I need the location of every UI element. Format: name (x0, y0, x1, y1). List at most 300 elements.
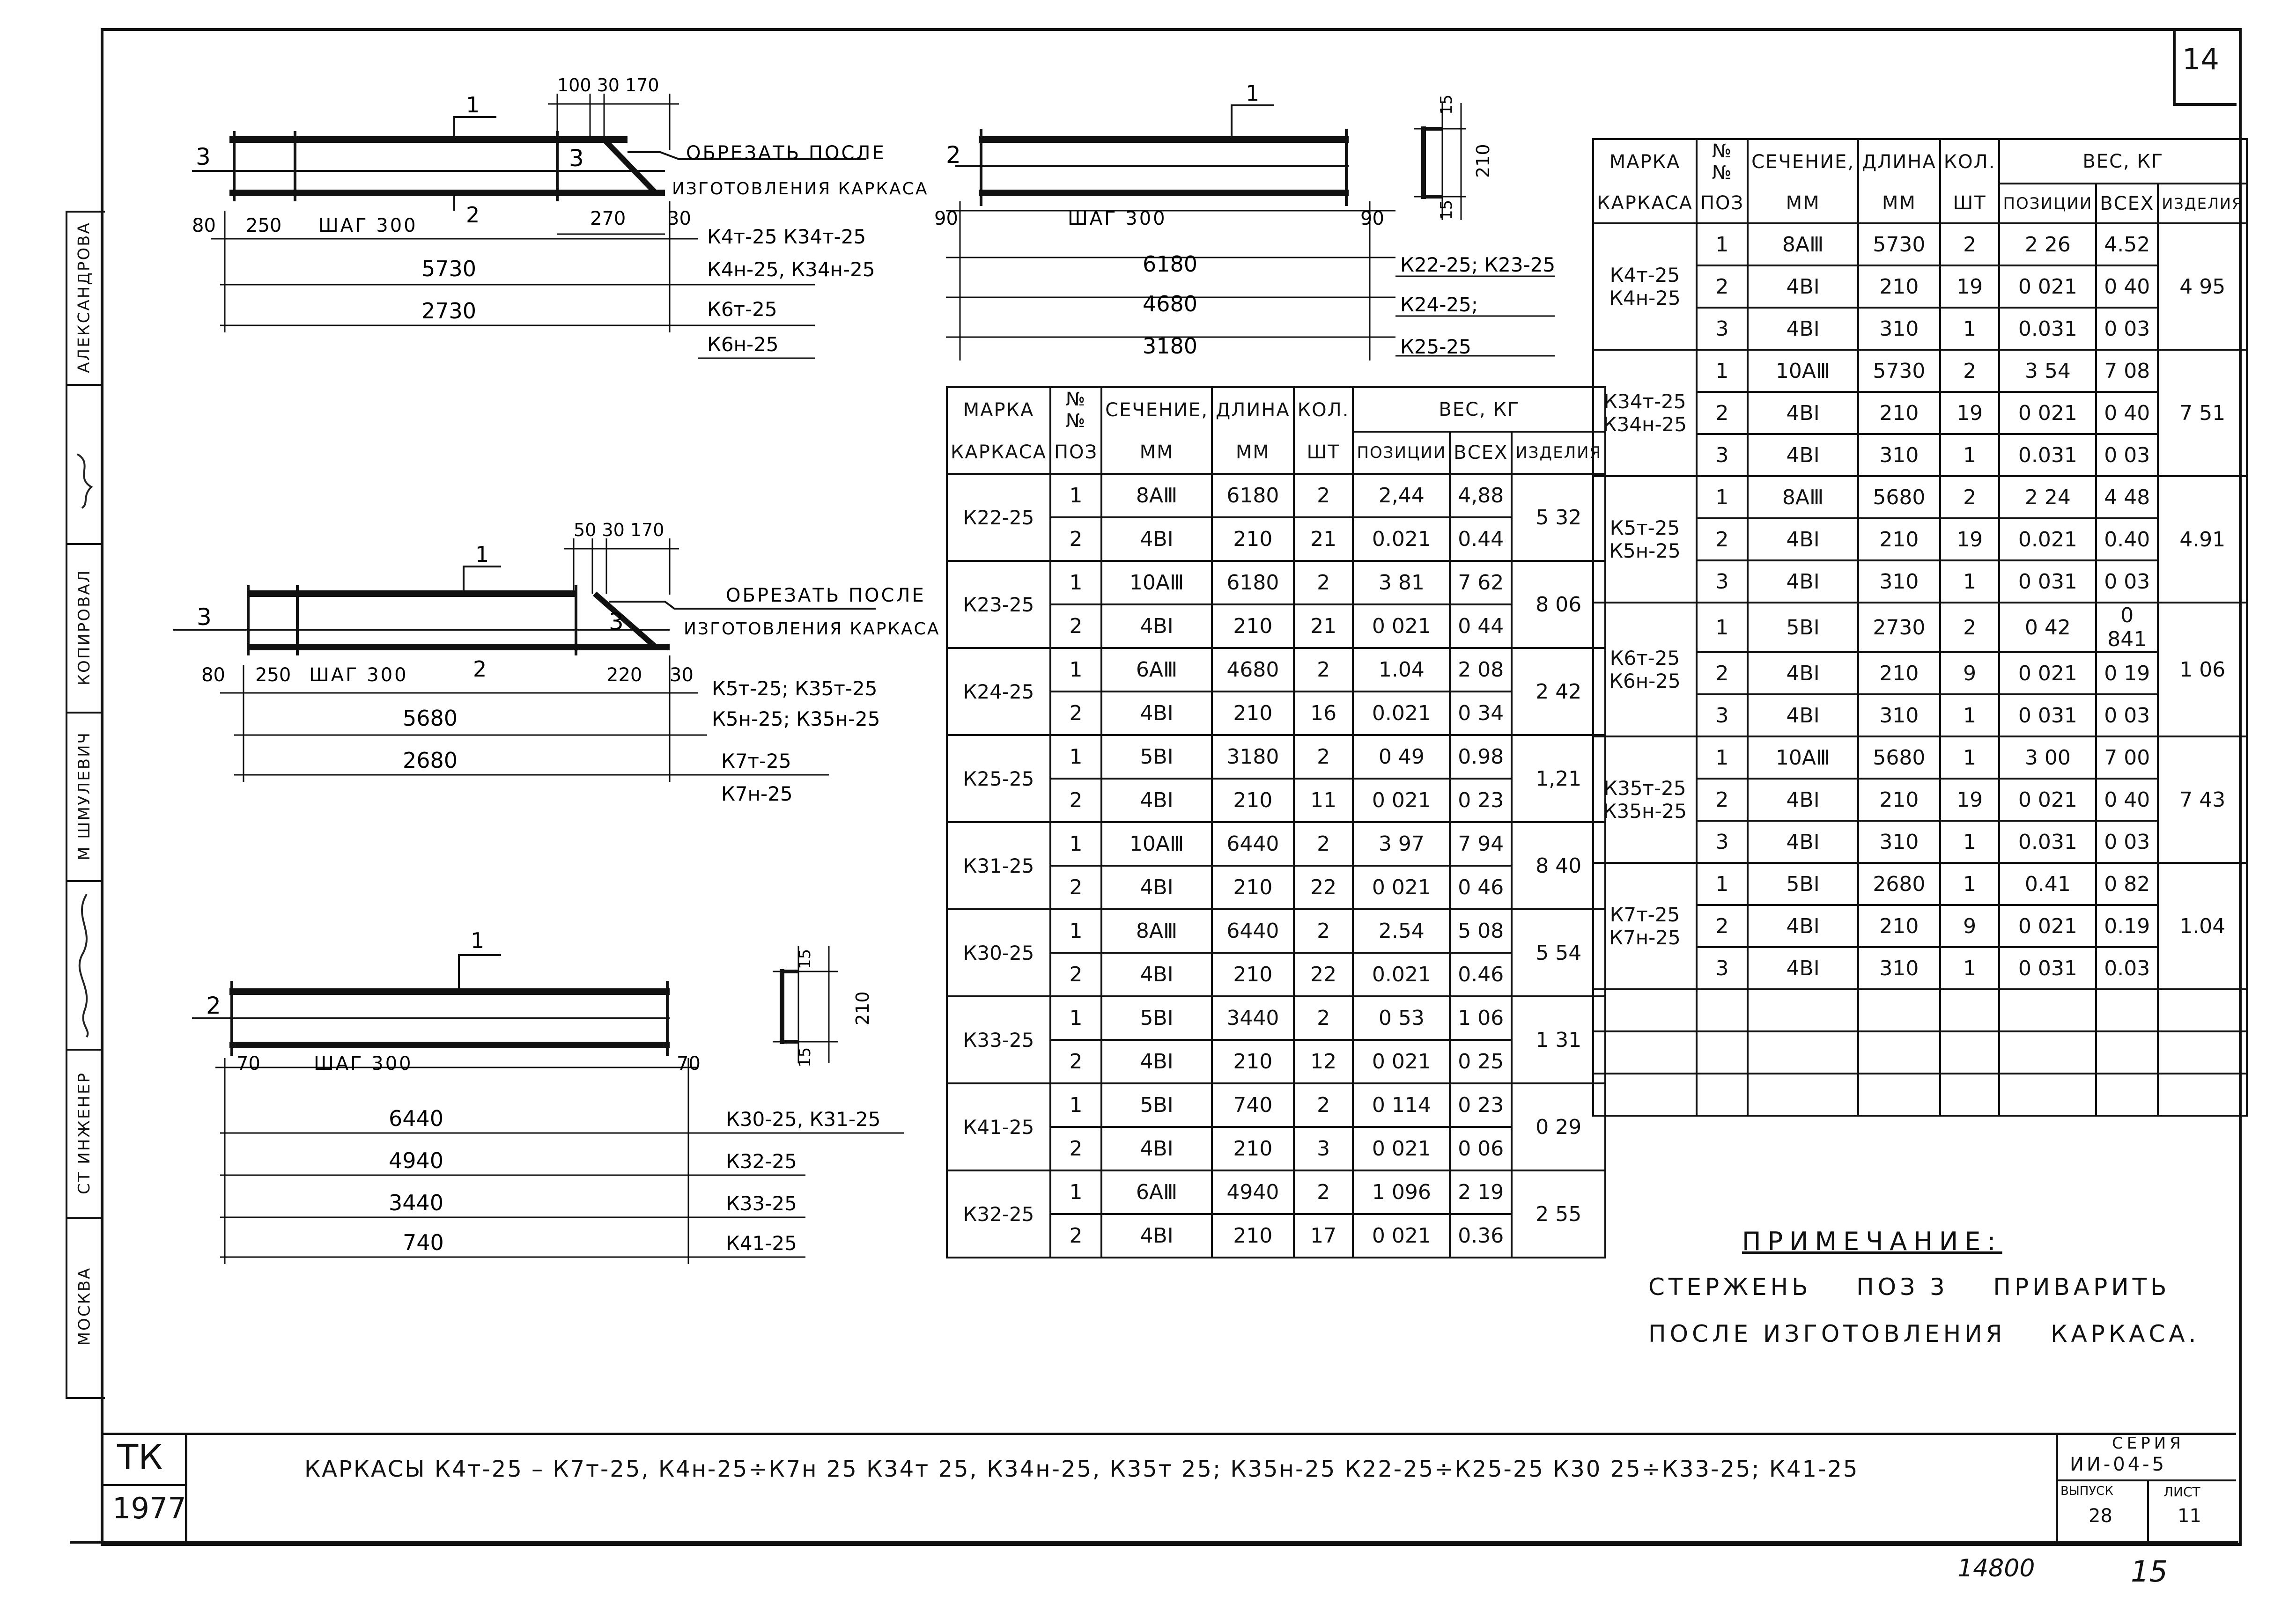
table-cell: 210 (1212, 517, 1294, 561)
table-cell: 0 021 (1999, 905, 2096, 947)
table-cell: 0 49 (1353, 735, 1450, 779)
table-cell: 7 62 (1450, 561, 1512, 604)
svg-text:30: 30 (670, 664, 694, 686)
table-cell: 2 (1050, 604, 1101, 648)
svg-text:К24-25;: К24-25; (1400, 293, 1478, 316)
marka-cell: К6т-25 К6н-25 (1593, 603, 1697, 736)
table-cell: 310 (1858, 434, 1940, 476)
table-cell: 1 06 (1450, 996, 1512, 1040)
svg-text:К5т-25; К35т-25: К5т-25; К35т-25 (712, 677, 878, 700)
table-cell: 1 (1940, 736, 2000, 779)
table-cell: 210 (1858, 392, 1940, 434)
table-cell: 0 021 (1353, 1214, 1450, 1258)
marka-cell: К23-25 (947, 561, 1050, 648)
table-row-empty (1593, 1031, 2247, 1074)
svg-text:210: 210 (1473, 144, 1493, 178)
table-cell: 16 (1294, 692, 1353, 735)
svg-text:2: 2 (473, 656, 487, 682)
table-cell: 19 (1940, 392, 2000, 434)
table-cell: 4ВI (1748, 779, 1858, 821)
table-row (947, 561, 1605, 604)
table-cell: 3 (1697, 560, 1748, 603)
table-row (947, 648, 1605, 692)
svg-text:К7н-25: К7н-25 (721, 782, 793, 805)
table-cell: 2 (1697, 265, 1748, 308)
table-cell: 0.031 (1999, 308, 2096, 350)
svg-text:К6т-25: К6т-25 (707, 298, 777, 321)
table-cell: 2 (1050, 779, 1101, 822)
table-cell: 0 23 (1450, 779, 1512, 822)
table-cell: 4 48 (2096, 476, 2158, 518)
table-cell: 10АⅢ (1101, 822, 1212, 866)
svg-text:К32-25: К32-25 (726, 1150, 797, 1173)
stamp-copied-name: АЛЕКСАНДРОВА (75, 221, 94, 373)
table-cell: 2 (1294, 474, 1353, 517)
table-cell: 0 19 (2096, 652, 2158, 694)
svg-text:К4н-25, К34н-25: К4н-25, К34н-25 (707, 258, 875, 281)
table-cell: 3 54 (1999, 350, 2096, 392)
marka-cell: К22-25 (947, 474, 1050, 561)
stamp-engineer-name: М ШМУЛЕВИЧ (75, 731, 94, 861)
bottom-outer-rule (70, 1541, 2238, 1544)
sheet-number: 14 (2182, 42, 2219, 76)
table-cell: 0 031 (1999, 694, 2096, 736)
table-cell: 2 (1697, 652, 1748, 694)
table-cell: 210 (1858, 518, 1940, 560)
table-cell: 310 (1858, 821, 1940, 863)
table-cell: 6440 (1212, 909, 1294, 953)
table-cell: 6АⅢ (1101, 648, 1212, 692)
svg-text:70: 70 (236, 1053, 260, 1074)
table-cell: 1 (1697, 350, 1748, 392)
frame-drawing-k22-k25 (927, 70, 1592, 375)
table-cell: 0 114 (1353, 1083, 1450, 1127)
note-line-1: СТЕРЖЕНЬ ПОЗ 3 ПРИВАРИТЬ (1648, 1273, 2170, 1301)
table-cell: 2 (1940, 603, 2000, 652)
title-block-top (101, 1433, 2236, 1435)
marka-cell: К35т-25 К35н-25 (1593, 736, 1697, 863)
table-row (1593, 350, 2247, 392)
table-cell: 310 (1858, 694, 1940, 736)
marka-cell: К5т-25 К5н-25 (1593, 476, 1697, 603)
table-cell: 210 (1858, 779, 1940, 821)
table-cell: 0 021 (1353, 779, 1450, 822)
table-cell: 1.04 (1353, 648, 1450, 692)
table-cell: 3 (1697, 434, 1748, 476)
table-cell: 0 03 (2096, 434, 2158, 476)
table-cell: 0 021 (1353, 1127, 1450, 1170)
table-cell: 1 (1697, 476, 1748, 518)
table-row (947, 735, 1605, 779)
svg-text:250: 250 (246, 215, 282, 236)
signature-2 (68, 445, 101, 510)
svg-text:70: 70 (677, 1053, 701, 1074)
table-cell: 1 (1697, 603, 1748, 652)
izd-weight-cell: 2 42 (1512, 648, 1605, 735)
table-row (1593, 223, 2247, 265)
table-cell: 1 (1050, 822, 1101, 866)
svg-text:90: 90 (1360, 208, 1384, 229)
table-cell: 2 24 (1999, 476, 2096, 518)
table-cell: 4ВI (1101, 517, 1212, 561)
table-cell: 0 021 (1999, 265, 2096, 308)
signature-1 (68, 890, 101, 1039)
table-cell: 2 (1697, 392, 1748, 434)
table-cell: 21 (1294, 604, 1353, 648)
table-cell: 210 (1212, 692, 1294, 735)
izd-weight-cell: 7 43 (2158, 736, 2247, 863)
table-cell: 0 42 (1999, 603, 2096, 652)
table-cell: 2,44 (1353, 474, 1450, 517)
svg-text:15: 15 (1437, 94, 1456, 115)
marka-cell: К30-25 (947, 909, 1050, 996)
table-cell: 0 25 (1450, 1040, 1512, 1083)
sheet-title: КАРКАСЫ К4т-25 – К7т-25, К4н-25÷К7н 25 К34т 25, К34н-25, К35т 25; К35н-25 К22-25÷К25-25 К30 25÷К33-25; К41-25 (304, 1456, 1859, 1482)
table-cell: 2 (1050, 953, 1101, 996)
svg-text:3440: 3440 (389, 1190, 444, 1215)
svg-text:ШАГ 300: ШАГ 300 (314, 1053, 413, 1074)
svg-text:50 30 170: 50 30 170 (574, 520, 664, 540)
table-cell: 0 44 (1450, 604, 1512, 648)
table-cell: 5730 (1858, 350, 1940, 392)
svg-text:3180: 3180 (1143, 333, 1198, 359)
table-cell: 0 40 (2096, 779, 2158, 821)
year-label: 1977 (112, 1491, 186, 1525)
table-cell: 0.41 (1999, 863, 2096, 905)
table-row (947, 909, 1605, 953)
table-cell: 5ВI (1101, 1083, 1212, 1127)
svg-text:3: 3 (609, 608, 624, 635)
table-cell: 210 (1212, 953, 1294, 996)
svg-text:80: 80 (201, 664, 225, 686)
table-cell: 9 (1940, 905, 2000, 947)
table-cell: 0 23 (1450, 1083, 1512, 1127)
table-cell: 19 (1940, 518, 2000, 560)
table-cell: 1 (1050, 735, 1101, 779)
table-cell: 0 031 (1999, 560, 2096, 603)
table-cell: 0 021 (1999, 652, 2096, 694)
table-cell: 9 (1940, 652, 2000, 694)
izd-weight-cell: 5 32 (1512, 474, 1605, 561)
table-cell: 5680 (1858, 736, 1940, 779)
table-cell: 4ВI (1101, 1040, 1212, 1083)
svg-text:15: 15 (796, 1047, 814, 1067)
marka-cell: К34т-25 К34н-25 (1593, 350, 1697, 476)
svg-text:1: 1 (471, 928, 485, 953)
svg-text:К6н-25: К6н-25 (707, 333, 779, 356)
svg-text:К5н-25; К35н-25: К5н-25; К35н-25 (712, 707, 880, 730)
svg-text:15: 15 (1437, 199, 1456, 220)
table-cell: 1 (1940, 821, 2000, 863)
table-cell: 2 (1050, 517, 1101, 561)
vypusk-value: 28 (2089, 1505, 2112, 1527)
table-cell: 4ВI (1101, 866, 1212, 909)
list-value: 11 (2178, 1505, 2201, 1527)
table-cell: 6АⅢ (1101, 1170, 1212, 1214)
marka-cell: К24-25 (947, 648, 1050, 735)
table-row (1593, 603, 2247, 652)
table-cell: 4ВI (1748, 905, 1858, 947)
svg-text:1: 1 (475, 542, 489, 567)
table-cell: 0 031 (1999, 947, 2096, 989)
note-line-2: ПОСЛЕ ИЗГОТОВЛЕНИЯ КАРКАСА. (1648, 1320, 2200, 1347)
table-cell: 2 (1294, 1170, 1353, 1214)
svg-text:ИЗГОТОВЛЕНИЯ КАРКАСА: ИЗГОТОВЛЕНИЯ КАРКАСА (684, 619, 940, 639)
table-cell: 4ВI (1748, 392, 1858, 434)
izd-weight-cell: 7 51 (2158, 350, 2247, 476)
svg-text:90: 90 (934, 208, 958, 229)
table-cell: 4.52 (2096, 223, 2158, 265)
table-cell: 19 (1940, 265, 2000, 308)
svg-text:4940: 4940 (389, 1148, 444, 1173)
svg-text:К7т-25: К7т-25 (721, 750, 791, 773)
svg-text:210: 210 (852, 991, 873, 1025)
table-cell: 310 (1858, 947, 1940, 989)
table-cell: 0.021 (1353, 953, 1450, 996)
table-cell: 12 (1294, 1040, 1353, 1083)
svg-text:30: 30 (667, 208, 691, 229)
length-2730: 2730 (421, 298, 477, 324)
table-cell: 17 (1294, 1214, 1353, 1258)
svg-text:ШАГ 300: ШАГ 300 (318, 215, 418, 236)
table-cell: 210 (1858, 905, 1940, 947)
table-cell: 0 03 (2096, 560, 2158, 603)
table-cell: 19 (1940, 779, 2000, 821)
table-cell: 1 096 (1353, 1170, 1450, 1214)
table-cell: 4ВI (1101, 953, 1212, 996)
table-cell: 2 (1294, 561, 1353, 604)
marka-cell: К25-25 (947, 735, 1050, 822)
table-cell: 2680 (1858, 863, 1940, 905)
table-row-empty (1593, 989, 2247, 1031)
table-cell: 1 (1050, 909, 1101, 953)
table-cell: 0 40 (2096, 265, 2158, 308)
svg-text:270: 270 (590, 208, 626, 229)
table-cell: 0 021 (1353, 866, 1450, 909)
izd-weight-cell: 0 29 (1512, 1083, 1605, 1170)
table-cell: 0.46 (1450, 953, 1512, 996)
table-cell: 10АⅢ (1748, 350, 1858, 392)
izd-weight-cell: 8 40 (1512, 822, 1605, 909)
table-cell: 0.031 (1999, 434, 2096, 476)
table-cell: 210 (1212, 1127, 1294, 1170)
cut-note-2: ИЗГОТОВЛЕНИЯ КАРКАСА (672, 179, 929, 199)
table-cell: 3 (1697, 947, 1748, 989)
page-number: 15 (2131, 1554, 2168, 1589)
izd-weight-cell: 1 31 (1512, 996, 1605, 1083)
table-cell: 4ВI (1748, 308, 1858, 350)
marka-cell: К32-25 (947, 1170, 1050, 1258)
svg-text:К22-25; К23-25: К22-25; К23-25 (1400, 253, 1556, 276)
table-cell: 3 (1697, 308, 1748, 350)
svg-text:2: 2 (206, 992, 221, 1019)
table-row (947, 822, 1605, 866)
table-cell: 5680 (1858, 476, 1940, 518)
table-cell: 3440 (1212, 996, 1294, 1040)
table-cell: 2 (1050, 1040, 1101, 1083)
table-cell: 2 (1294, 648, 1353, 692)
svg-text:1: 1 (1246, 81, 1260, 106)
table-cell: 210 (1212, 866, 1294, 909)
izd-weight-cell: 5 54 (1512, 909, 1605, 996)
table-cell: 2 (1294, 996, 1353, 1040)
table-cell: 5 08 (1450, 909, 1512, 953)
table-cell: 6180 (1212, 561, 1294, 604)
table-cell: 7 00 (2096, 736, 2158, 779)
table-cell: 0.021 (1353, 517, 1450, 561)
marka-cell: К4т-25 К4н-25 (1593, 223, 1697, 350)
table-cell: 0 03 (2096, 821, 2158, 863)
table-cell: 0 021 (1353, 1040, 1450, 1083)
table-cell: 4ВI (1748, 560, 1858, 603)
table-cell: 2 (1294, 1083, 1353, 1127)
table-cell: 0 40 (2096, 392, 2158, 434)
table-cell: 210 (1212, 1214, 1294, 1258)
table-cell: 2 (1050, 866, 1101, 909)
table-cell: 1 (1050, 1170, 1101, 1214)
svg-text:740: 740 (403, 1230, 444, 1255)
table-cell: 1 (1697, 863, 1748, 905)
table-cell: 1 (1940, 308, 2000, 350)
table-cell: 7 08 (2096, 350, 2158, 392)
table-cell: 6180 (1212, 474, 1294, 517)
table-cell: 210 (1858, 652, 1940, 694)
table-row (947, 1083, 1605, 1127)
table-cell: 1 (1940, 863, 2000, 905)
table-cell: 0.031 (1999, 821, 2096, 863)
table-cell: 2 (1050, 692, 1101, 735)
frame-drawing-k5-k35 (173, 515, 941, 815)
table-cell: 0 841 (2096, 603, 2158, 652)
table-cell: 10АⅢ (1748, 736, 1858, 779)
table-cell: 1 (1050, 561, 1101, 604)
svg-text:15: 15 (796, 949, 814, 969)
table-cell: 2 (1294, 735, 1353, 779)
table-cell: 0 03 (2096, 694, 2158, 736)
spec-table-middle: МАРКА № № СЕЧЕНИЕ, ДЛИНА КОЛ. ВЕС, КГ КАРКАСА ПОЗ ММ ММ ШТ ПОЗИЦИИ ВСЕХ ИЗДЕЛИЯ К22-25 1 8АⅢ 6180 2 2,44 4,88 5 32 2 4ВI 210 21 0.021 0.44 К23-25 1 10АⅢ 6180 2 3 81 7 62 8 06 2 4ВI 210 21 0 021 0 44 К24-25 1 6АⅢ 4680 2 1.04 2 08 2 42 2 4ВI 210 16 0.021 0 34 К25-25 1 5ВI 3180 2 0 49 0.98 1,21 2 4ВI 210 11 0 021 0 23 К31-25 1 10АⅢ 6440 2 3 97 7 94 8 40 2 4ВI 210 22 0 021 0 46 К30-25 1 8АⅢ 6440 2 2.54 5 08 5 54 2 4ВI 210 22 0.021 0.46 К33-25 1 5ВI 3440 2 0 53 1 06 1 31 2 4ВI 210 12 0 021 0 25 К41-25 1 5ВI 740 2 0 114 0 23 0 29 2 4ВI 210 3 0 021 0 06 К32-25 1 6АⅢ 4940 2 1 096 2 19 2 55 2 4ВI 210 17 0 021 0.36 (946, 386, 1606, 1258)
table-row-empty (1593, 1074, 2247, 1116)
izd-weight-cell: 1,21 (1512, 735, 1605, 822)
table-cell: 2 (1940, 476, 2000, 518)
marka-cell: К41-25 (947, 1083, 1050, 1170)
svg-text:3: 3 (197, 603, 212, 631)
table-cell: 0.40 (2096, 518, 2158, 560)
table-cell: 4ВI (1101, 779, 1212, 822)
table-cell: 4ВI (1748, 434, 1858, 476)
pos-2: 2 (466, 202, 480, 228)
table-cell: 5ВI (1748, 863, 1858, 905)
table-cell: 2.54 (1353, 909, 1450, 953)
table-cell: 2 (1697, 779, 1748, 821)
svg-text:250: 250 (255, 664, 291, 686)
table-cell: 8АⅢ (1101, 474, 1212, 517)
table-cell: 0.03 (2096, 947, 2158, 989)
table-cell: 11 (1294, 779, 1353, 822)
svg-text:ШАГ 300: ШАГ 300 (1068, 208, 1167, 229)
svg-text:5680: 5680 (403, 706, 458, 731)
table-cell: 1 (1050, 474, 1101, 517)
cut-note-1: ОБРЕЗАТЬ ПОСЛЕ (686, 142, 886, 164)
table-row (1593, 476, 2247, 518)
table-cell: 0.44 (1450, 517, 1512, 561)
izd-weight-cell: 1 06 (2158, 603, 2247, 736)
table-cell: 4,88 (1450, 474, 1512, 517)
table-cell: 2 (1050, 1127, 1101, 1170)
table-cell: 4ВI (1101, 1214, 1212, 1258)
table-cell: 2 19 (1450, 1170, 1512, 1214)
table-cell: 4ВI (1748, 821, 1858, 863)
table-cell: 2 (1294, 822, 1353, 866)
table-cell: 0 82 (2096, 863, 2158, 905)
table-row (947, 996, 1605, 1040)
table-cell: 3 (1697, 694, 1748, 736)
table-cell: 6440 (1212, 822, 1294, 866)
table-cell: 22 (1294, 953, 1353, 996)
izd-weight-cell: 4.91 (2158, 476, 2247, 603)
table-cell: 4940 (1212, 1170, 1294, 1214)
table-cell: 5ВI (1101, 996, 1212, 1040)
svg-text:К33-25: К33-25 (726, 1192, 797, 1215)
table-cell: 3 81 (1353, 561, 1450, 604)
svg-text:80: 80 (192, 215, 216, 236)
table-cell: 4ВI (1101, 1127, 1212, 1170)
table-cell: 0 34 (1450, 692, 1512, 735)
table-cell: 0 53 (1353, 996, 1450, 1040)
table-cell: 0.19 (2096, 905, 2158, 947)
svg-text:220: 220 (606, 664, 642, 686)
table-cell: 2 26 (1999, 223, 2096, 265)
table-cell: 3 00 (1999, 736, 2096, 779)
table-cell: 3180 (1212, 735, 1294, 779)
seria-label: СЕРИЯ (2112, 1434, 2185, 1453)
table-cell: 2 (1940, 350, 2000, 392)
table-cell: 310 (1858, 308, 1940, 350)
table-cell: 0 46 (1450, 866, 1512, 909)
table-cell: 210 (1212, 1040, 1294, 1083)
svg-text:К41-25: К41-25 (726, 1232, 797, 1255)
table-cell: 1 (1940, 947, 2000, 989)
table-cell: 7 94 (1450, 822, 1512, 866)
table-cell: 210 (1858, 265, 1940, 308)
length-5730: 5730 (421, 256, 477, 281)
table-cell: 1 (1940, 434, 2000, 476)
table-cell: 4ВI (1101, 604, 1212, 648)
table-cell: 0 021 (1353, 604, 1450, 648)
table-cell: 310 (1858, 560, 1940, 603)
svg-text:6440: 6440 (389, 1106, 444, 1131)
table-cell: 3 (1294, 1127, 1353, 1170)
table-cell: 5ВI (1748, 603, 1858, 652)
izd-weight-cell: 2 55 (1512, 1170, 1605, 1258)
table-cell: 5ВI (1101, 735, 1212, 779)
table-cell: 0.98 (1450, 735, 1512, 779)
seria-value: ИИ-04-5 (2070, 1454, 2167, 1475)
table-cell: 3 (1697, 821, 1748, 863)
table-cell: 0 03 (2096, 308, 2158, 350)
svg-text:К30-25, К31-25: К30-25, К31-25 (726, 1108, 881, 1131)
table-cell: 740 (1212, 1083, 1294, 1127)
table-cell: 3 97 (1353, 822, 1450, 866)
tk-label: ТК (117, 1437, 163, 1478)
table-cell: 8АⅢ (1101, 909, 1212, 953)
marka-cell: К7т-25 К7н-25 (1593, 863, 1697, 989)
table-cell: 0.021 (1999, 518, 2096, 560)
stamp-copied: КОПИРОВАЛ (75, 569, 94, 686)
pos-3-left: 3 (196, 143, 211, 170)
svg-text:К4т-25 К34т-25: К4т-25 К34т-25 (707, 225, 866, 248)
table-cell: 8АⅢ (1748, 223, 1858, 265)
table-cell: 22 (1294, 866, 1353, 909)
